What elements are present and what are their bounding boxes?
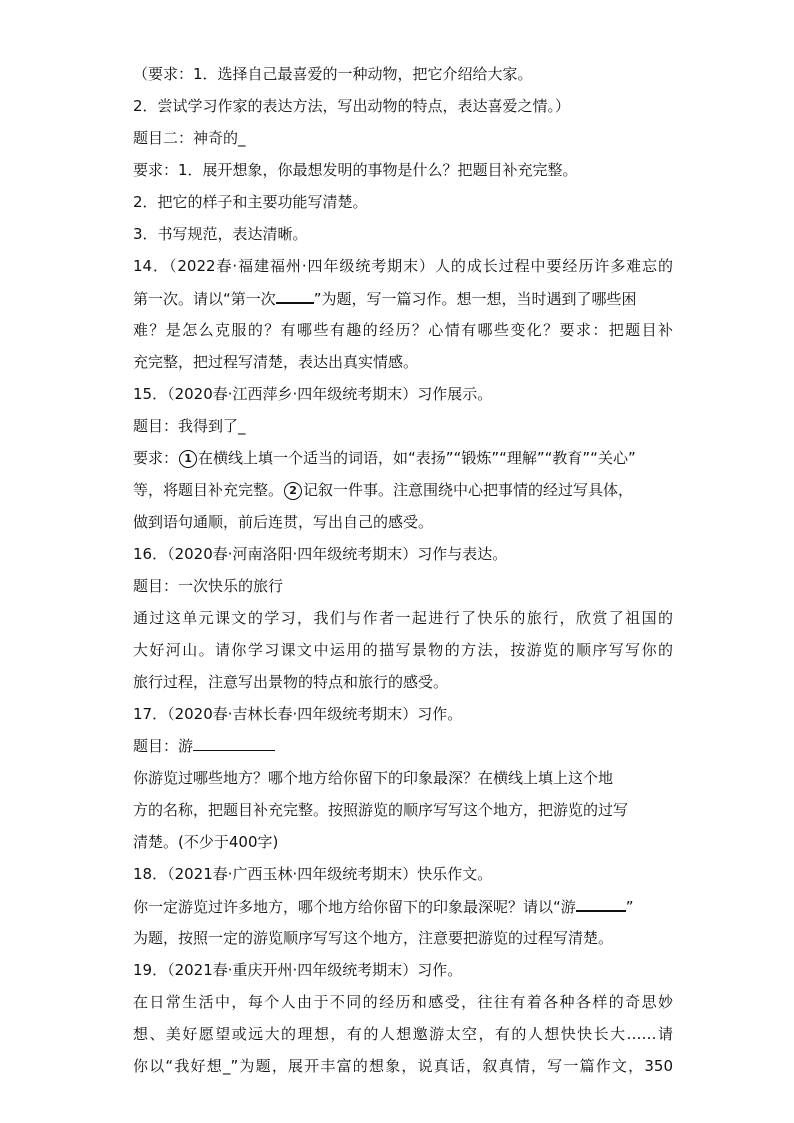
question-18-line: 为题，按照一定的游览顺序写写这个地方，注意要把游览的过程写清楚。 — [133, 929, 614, 947]
question-15-heading: 15．（2020春·江西萍乡·四年级统考期末）习作展示。 — [133, 385, 493, 403]
question-15-line — [133, 448, 673, 468]
question-16-heading: 16．（2020春·河南洛阳·四年级统考期末）习作与表达。 — [133, 545, 508, 563]
question-14-line: 充完整，把过程写清楚，表达出真实情感。 — [133, 353, 419, 371]
question-16-line: 通过这单元课文的学习，我们与作者一起进行了快乐的旅行，欣赏了祖国的 — [133, 609, 673, 627]
question-19-heading: 19．（2021春·重庆开州·四年级统考期末）习作。 — [133, 961, 463, 979]
question-16-line: 大好河山。请你学习课文中运用的描写景物的方法，按游览的顺序写写你的 — [133, 641, 673, 659]
question-14-heading: 14．（2022春·福建福州·四年级统考期末）人的成长过程中要经历许多难忘的 — [133, 257, 673, 275]
fill-blank[interactable] — [193, 736, 275, 751]
question-17-line: 方的名称，把题目补充完整。按照游览的顺序写写这个地方，把游览的过写 — [133, 801, 629, 819]
question-17-topic-line — [133, 736, 673, 756]
question-14-line: 难？是怎么克服的？有哪些有趣的经历？心情有哪些变化？要求：把题目补 — [133, 321, 673, 339]
question-15-text: 等，将题目补充完整。 — [133, 481, 284, 499]
question-15-line: 做到语句通顺，前后连贯，写出自己的感受。 — [133, 513, 434, 531]
question-14-text: ”为题，写一篇习作。想一想，当时遇到了哪些困 — [313, 290, 637, 308]
question-17-line: 你游览过哪些地方？哪个地方给你留下的印象最深？在横线上填上这个地 — [133, 769, 614, 787]
question-19-line: 在日常生活中，每个人由于不同的经历和感受，往往有着各种各样的奇思妙 — [133, 993, 673, 1011]
question-15-text: 记叙一件事。注意围绕中心把事情的经过写具体， — [303, 481, 634, 499]
question-18-line — [133, 896, 673, 917]
question-16-topic: 题目：一次快乐的旅行 — [133, 577, 284, 595]
topic-two-title: 题目二：神奇的_ — [133, 129, 246, 147]
question-19-line: 你以“我好想_”为题，展开丰富的想象，说真话，叙真情，写一篇作文，350 — [133, 1057, 673, 1075]
question-14-line — [133, 288, 673, 309]
question-17-line: 清楚。(不少于400字) — [133, 833, 279, 851]
fill-blank[interactable] — [276, 288, 314, 304]
requirement-line: 3．书写规范，表达清晰。 — [133, 225, 308, 243]
question-19-line: 想、美好愿望或远大的理想，有的人想邀游太空，有的人想快快长大……请 — [133, 1025, 673, 1043]
question-15-text: 在横线上填一个适当的词语，如“表扬”“锻炼”“理解”“教育”“关心” — [198, 449, 636, 467]
question-15-text: 要求： — [133, 449, 179, 467]
question-16-line: 旅行过程，注意写出景物的特点和旅行的感受。 — [133, 673, 449, 691]
requirement-line: 2．尝试学习作家的表达方法，写出动物的特点，表达喜爱之情。） — [133, 97, 571, 115]
circled-number: 1 — [179, 450, 197, 468]
requirement-line: 要求：1．展开想象，你最想发明的事物是什么？把题目补充完整。 — [133, 161, 578, 179]
fill-blank[interactable] — [576, 896, 626, 912]
circled-number: 2 — [284, 482, 302, 500]
question-17-heading: 17．（2020春·吉林长春·四年级统考期末）习作。 — [133, 705, 463, 723]
question-18-text: ” — [625, 898, 634, 916]
requirement-line: 2．把它的样子和主要功能写清楚。 — [133, 193, 368, 211]
question-18-text: 你一定游览过许多地方，哪个地方给你留下的印象最深呢？请以“游 — [133, 898, 576, 916]
question-18-heading: 18．（2021春·广西玉林·四年级统考期末）快乐作文。 — [133, 865, 493, 883]
question-17-topic: 题目：游 — [133, 737, 194, 755]
question-14-text: 第一次。请以“第一次 — [133, 290, 276, 308]
requirement-line: （要求：1．选择自己最喜爱的一种动物，把它介绍给大家。 — [133, 65, 533, 83]
question-15-line — [133, 480, 673, 500]
question-15-topic: 题目：我得到了_ — [133, 417, 246, 435]
